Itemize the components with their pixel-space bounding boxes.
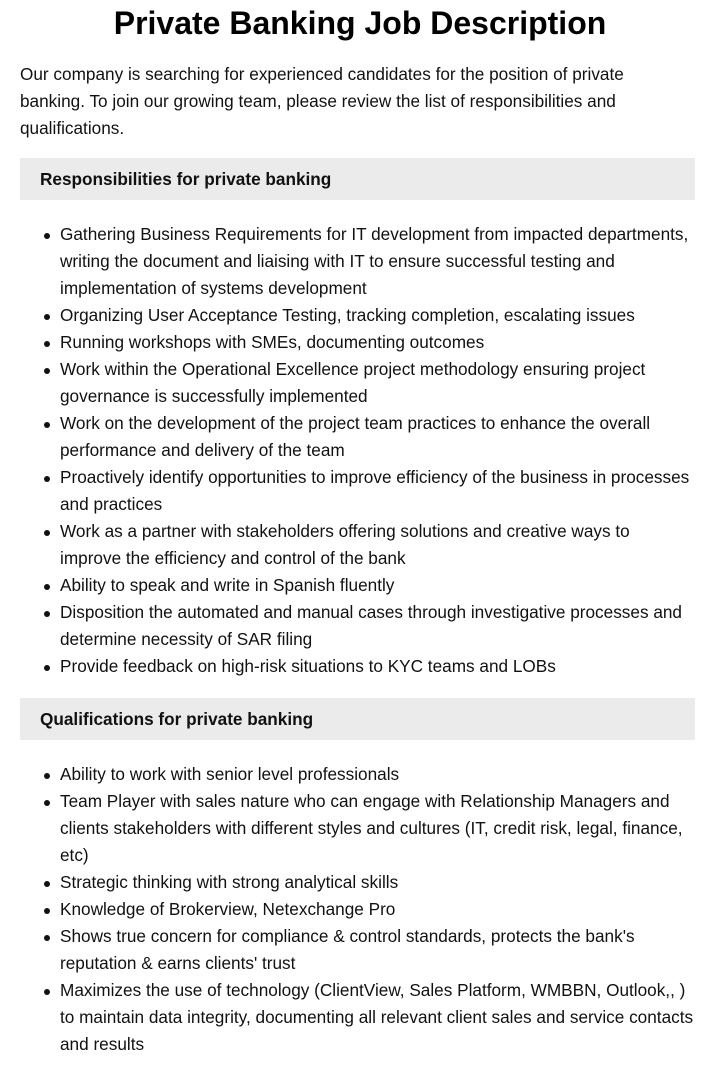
responsibilities-heading: Responsibilities for private banking — [20, 158, 695, 200]
list-item-text: Team Player with sales nature who can engage with Relationship Managers and clients stakeholders with different styles and cultures (IT, credit risk, legal, finance, etc) — [60, 791, 683, 865]
bullet-icon — [44, 908, 50, 914]
intro-paragraph: Our company is searching for experienced candidates for the position of private banking. To join our growing team, please review the list of responsibilities and qualifications. — [20, 64, 624, 138]
list-item — [60, 410, 695, 464]
list-item-text: Strategic thinking with strong analytical skills — [60, 872, 399, 892]
list-item-text: Proactively identify opportunities to improve efficiency of the business in processes and practices — [60, 467, 690, 514]
list-item — [60, 653, 695, 680]
bullet-icon — [44, 476, 50, 482]
list-item — [60, 329, 695, 356]
list-item — [60, 977, 695, 1058]
list-item — [60, 896, 695, 923]
list-item-text: Running workshops with SMEs, documenting outcomes — [60, 332, 485, 352]
bullet-icon — [44, 422, 50, 428]
page-title: Private Banking Job Description — [113, 5, 607, 41]
bullet-icon — [44, 989, 50, 995]
bullet-icon — [44, 314, 50, 320]
list-item — [60, 788, 695, 869]
list-item-text: Knowledge of Brokerview, Netexchange Pro — [60, 899, 396, 919]
bullet-icon — [44, 881, 50, 887]
responsibilities-list — [0, 221, 695, 680]
bullet-icon — [44, 368, 50, 374]
list-item-text: Work on the development of the project team practices to enhance the overall performance and delivery of the team — [60, 413, 651, 460]
list-item — [60, 572, 695, 599]
bullet-icon — [44, 611, 50, 617]
list-item-text: Gathering Business Requirements for IT development from impacted departments, writing the document and liaising with IT to ensure successful testing and implementation of systems development — [60, 224, 689, 298]
list-item — [60, 923, 695, 977]
bullet-icon — [44, 530, 50, 536]
bullet-icon — [44, 773, 50, 779]
list-item-text: Work within the Operational Excellence project methodology ensuring project governance is successfully implemented — [60, 359, 646, 406]
list-item — [60, 356, 695, 410]
bullet-icon — [44, 584, 50, 590]
list-item-text: Shows true concern for compliance & control standards, protects the bank's reputation & earns clients' trust — [60, 926, 635, 973]
list-item-text: Disposition the automated and manual cases through investigative processes and determine necessity of SAR filing — [60, 602, 682, 649]
list-item-text: Organizing User Acceptance Testing, tracking completion, escalating issues — [60, 305, 635, 325]
list-item — [60, 464, 695, 518]
list-item — [60, 518, 695, 572]
list-item-text: Maximizes the use of technology (ClientView, Sales Platform, WMBBN, Outlook,, ) to maintain data integrity, documenting all relevant client sales and service contacts and results — [60, 980, 694, 1054]
list-item — [60, 869, 695, 896]
list-item — [60, 761, 695, 788]
list-item-text: Work as a partner with stakeholders offering solutions and creative ways to improve the efficiency and control of the bank — [60, 521, 630, 568]
bullet-icon — [44, 935, 50, 941]
list-item-text: Ability to speak and write in Spanish fluently — [60, 575, 395, 595]
list-item — [60, 221, 695, 302]
bullet-icon — [44, 341, 50, 347]
bullet-icon — [44, 233, 50, 239]
qualifications-list — [0, 761, 695, 1058]
bullet-icon — [44, 665, 50, 671]
bullet-icon — [44, 800, 50, 806]
list-item — [60, 599, 695, 653]
list-item — [60, 302, 695, 329]
list-item-text: Ability to work with senior level professionals — [60, 764, 400, 784]
list-item-text: Provide feedback on high-risk situations to KYC teams and LOBs — [60, 656, 556, 676]
qualifications-heading: Qualifications for private banking — [20, 698, 695, 740]
